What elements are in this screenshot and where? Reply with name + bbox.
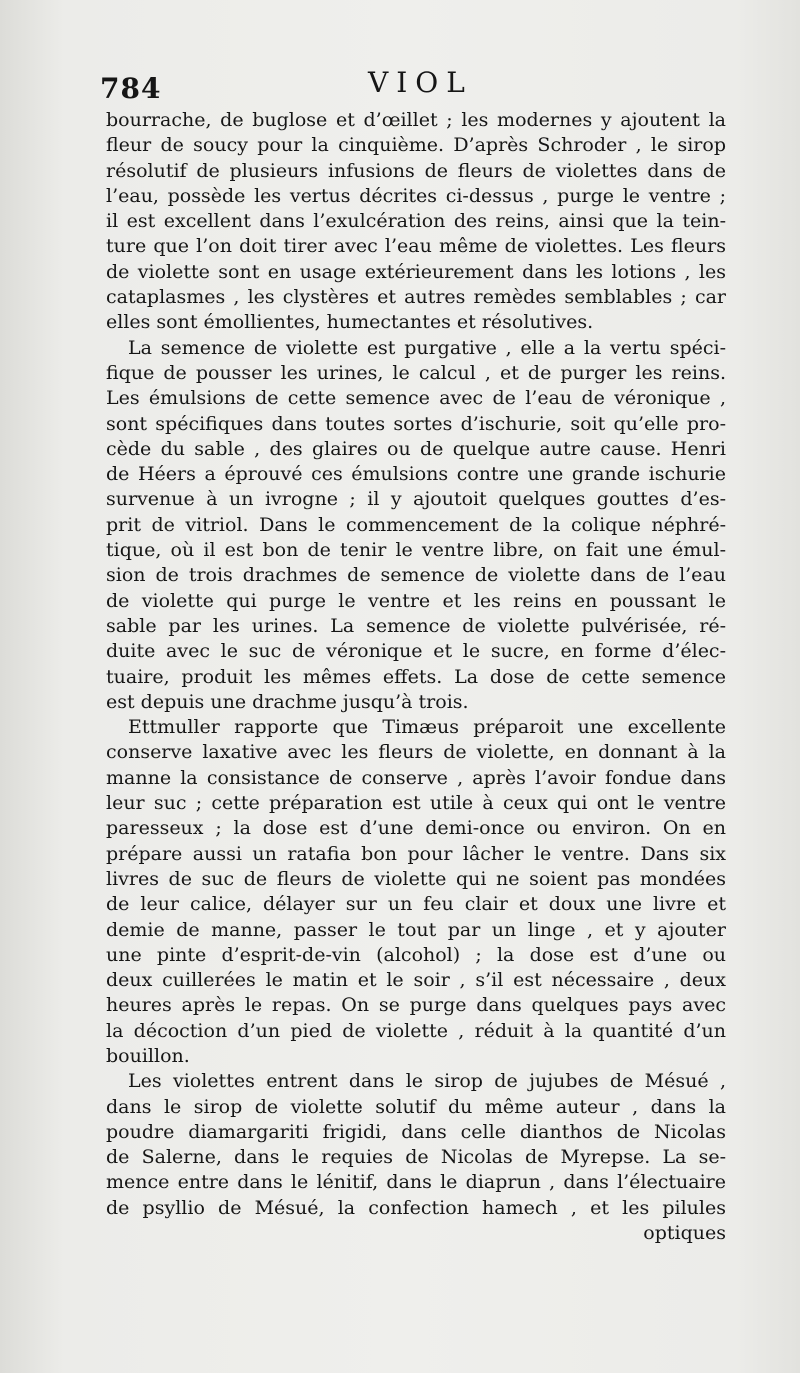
text-line: prépare aussi un ratafia bon pour lâcher le ventre. Dans six bbox=[106, 842, 726, 865]
text-line: résolutif de plusieurs infusions de fleurs de violettes dans de bbox=[106, 159, 726, 182]
text-line: conserve laxative avec les fleurs de violette, en donnant à la bbox=[106, 741, 726, 764]
text-line: survenue à un ivrogne ; il y ajoutoit quelques gouttes d’es- bbox=[106, 488, 726, 511]
text-line: de Héers a éprouvé ces émulsions contre une grande ischurie bbox=[106, 463, 726, 486]
text-line: une pinte d’esprit-de-vin (alcohol) ; la dose est d’une ou bbox=[106, 943, 726, 966]
text-line: fique de pousser les urines, le calcul , et de purger les reins. bbox=[106, 361, 726, 384]
text-line: est depuis une drachme jusqu’à trois. bbox=[106, 690, 469, 713]
text-line: sont spécifiques dans toutes sortes d’ischurie, soit qu’elle pro- bbox=[106, 412, 726, 435]
catchword: optiques bbox=[643, 1222, 726, 1245]
page-number: 784 bbox=[100, 72, 162, 105]
text-line: heures après le repas. On se purge dans quelques pays avec bbox=[106, 994, 726, 1017]
text-line: prit de vitriol. Dans le commencement de la colique néphré- bbox=[106, 513, 726, 536]
text-line: La semence de violette est purgative , elle a la vertu spéci- bbox=[128, 336, 726, 359]
text-line: cède du sable , des glaires ou de quelque autre cause. Henri bbox=[106, 437, 726, 460]
text-line: sion de trois drachmes de semence de violette dans de l’eau bbox=[106, 564, 726, 587]
text-line: de psyllio de Mésué, la confection hamech , et les pilules bbox=[106, 1196, 726, 1219]
body-text bbox=[106, 108, 726, 1246]
text-line: duite avec le suc de véronique et le sucre, en forme d’élec- bbox=[106, 640, 726, 663]
text-line: Les violettes entrent dans le sirop de jujubes de Mésué , bbox=[128, 1070, 726, 1093]
text-line: mence entre dans le lénitif, dans le diaprun , dans l’électuaire bbox=[106, 1171, 726, 1194]
text-line: bourrache, de buglose et d’œillet ; les modernes y ajoutent la bbox=[106, 109, 726, 131]
text-line: paresseux ; la dose est d’une demi-once ou environ. On en bbox=[106, 817, 726, 840]
text-line: cataplasmes , les clystères et autres remèdes semblables ; car bbox=[106, 286, 726, 309]
text-line: elles sont émollientes, humectantes et résolutives. bbox=[106, 311, 594, 334]
text-line: deux cuillerées le matin et le soir , s’il est nécessaire , deux bbox=[106, 969, 726, 992]
text-line: l’eau, possède les vertus décrites ci-dessus , purge le ventre ; bbox=[106, 184, 726, 207]
text-line: de violette sont en usage extérieurement dans les lotions , les bbox=[106, 260, 726, 283]
text-line: sable par les urines. La semence de violette pulvérisée, ré- bbox=[106, 614, 726, 637]
text-line: la décoction d’un pied de violette , réduit à la quantité d’un bbox=[106, 1019, 726, 1042]
page-header bbox=[100, 66, 720, 106]
text-line: leur suc ; cette préparation est utile à ceux qui ont le ventre bbox=[106, 792, 726, 815]
text-line: tuaire, produit les mêmes effets. La dose de cette semence bbox=[106, 665, 726, 688]
text-line: tique, où il est bon de tenir le ventre libre, on fait une émul- bbox=[106, 539, 726, 562]
text-line: de Salerne, dans le requies de Nicolas de Myrepse. La se- bbox=[106, 1146, 726, 1169]
text-line: manne la consistance de conserve , après l’avoir fondue dans bbox=[106, 766, 726, 789]
text-line: de violette qui purge le ventre et les reins en poussant le bbox=[106, 589, 726, 612]
text-line: dans le sirop de violette solutif du même auteur , dans la bbox=[106, 1095, 726, 1118]
running-head: VIOL bbox=[368, 66, 473, 99]
text-line: demie de manne, passer le tout par un linge , et y ajouter bbox=[106, 918, 726, 941]
text-line: il est excellent dans l’exulcération des reins, ainsi que la tein- bbox=[106, 210, 726, 233]
text-line: bouillon. bbox=[106, 1044, 190, 1067]
text-line: de leur calice, délayer sur un feu clair et doux une livre et bbox=[106, 893, 726, 916]
text-line: Les émulsions de cette semence avec de l’eau de véronique , bbox=[106, 387, 726, 410]
text-line: Ettmuller rapporte que Timæus préparoit une excellente bbox=[128, 716, 726, 739]
text-line: fleur de soucy pour la cinquième. D’après Schroder , le sirop bbox=[106, 134, 726, 157]
text-line: poudre diamargariti frigidi, dans celle dianthos de Nicolas bbox=[106, 1120, 726, 1143]
text-line: ture que l’on doit tirer avec l’eau même de violettes. Les fleurs bbox=[106, 235, 726, 258]
text-line: livres de suc de fleurs de violette qui ne soient pas mondées bbox=[106, 867, 726, 890]
